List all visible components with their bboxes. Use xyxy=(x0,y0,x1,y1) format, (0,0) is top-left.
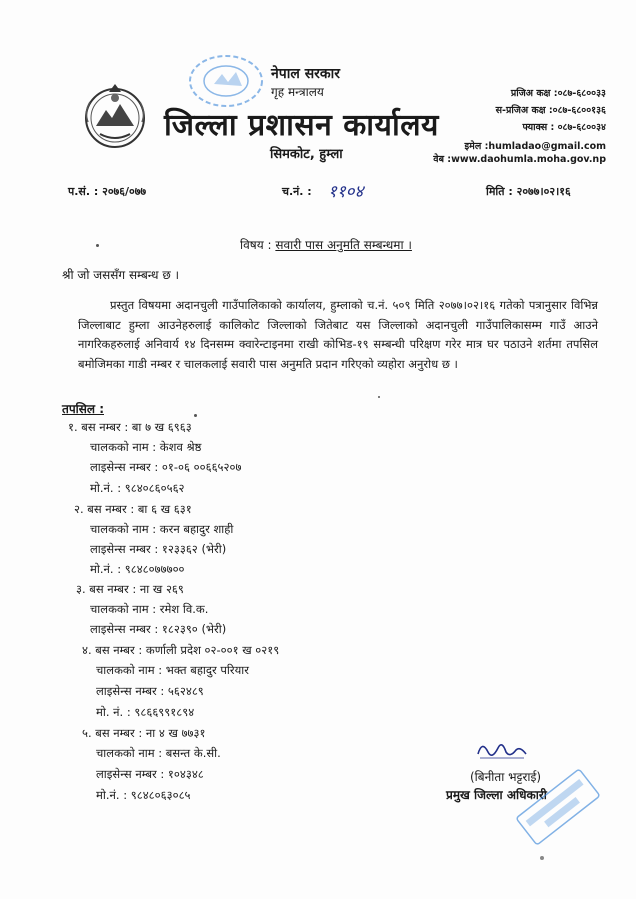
item-1-bus: १. बस नम्बर : बा ७ ख ६९६३ xyxy=(68,420,192,434)
nepal-emblem-icon xyxy=(82,82,148,150)
salutation: श्री जो जससँग सम्बन्ध छ । xyxy=(62,268,180,282)
item-4-driver: चालकको नाम : भक्त बहादुर परियार xyxy=(96,663,249,677)
contact-phone-cdo: प्रजिअ कक्ष :०८७-६८००३३ xyxy=(510,88,606,99)
item-3-license: लाइसेन्स नम्बर : १८२३९० (भेरी) xyxy=(90,622,227,636)
item-2-driver: चालकको नाम : करन बहादुर शाही xyxy=(90,522,234,536)
item-5-bus: ५. बस नम्बर : ना ४ ख ७७३१ xyxy=(82,726,206,740)
office-stamp-icon xyxy=(186,52,266,110)
item-5-license: लाइसेन्स नम्बर : १०४३४८ xyxy=(96,767,204,781)
item-1-license: लाइसेन्स नम्बर : ०१-०६ ००६६५२०७ xyxy=(90,460,242,474)
item-1-driver: चालकको नाम : केशव श्रेष्ठ xyxy=(90,440,202,454)
item-2-license: लाइसेन्स नम्बर : १२३३६२ (भेरी) xyxy=(90,542,227,556)
letter-ps-number: प.सं. : २०७६/०७७ xyxy=(68,185,147,198)
item-1-mobile: मो.नं. : ९८४०८६०५६२ xyxy=(90,481,185,495)
letter-date: मिति : २०७७।०२।१६ xyxy=(486,185,571,198)
body-paragraph xyxy=(78,296,598,374)
office-location: सिमकोट, हुम्ला xyxy=(270,147,343,162)
government-name: नेपाल सरकार xyxy=(271,66,341,82)
scan-speck xyxy=(96,244,99,247)
contact-phone-acdo: स-प्रजिअ कक्ष :०८७-६८००१३६ xyxy=(495,105,606,116)
item-2-mobile: मो.नं. : ९८४८०७७७०० xyxy=(90,562,185,576)
office-title: जिल्ला प्रशासन कार्यालय xyxy=(164,108,439,143)
item-3-bus: ३. बस नम्बर : ना ख २६९ xyxy=(76,582,184,596)
contact-email: इमेल :humladao@gmail.com xyxy=(464,141,606,152)
letter-cn-label: च.नं. : xyxy=(282,185,312,198)
letter-cn-value: ११०४ xyxy=(328,182,364,202)
scan-speck xyxy=(194,414,197,417)
item-2-bus: २. बस नम्बर : बा ६ ख ६३१ xyxy=(74,502,192,516)
item-5-mobile: मो.नं. : ९८४८०६३०८५ xyxy=(96,788,191,802)
item-3-driver: चालकको नाम : रमेश वि.क. xyxy=(90,602,209,616)
signatory-title: प्रमुख जिल्ला अधिकारी xyxy=(446,788,547,802)
scan-speck xyxy=(540,856,544,860)
signatory-name: (बिनीता भट्टराई) xyxy=(470,770,542,784)
ministry-name: गृह मन्त्रालय xyxy=(271,85,324,99)
cdo-stamp-icon xyxy=(512,752,604,862)
contact-fax: फ्याक्स : ०८७-६८००३४ xyxy=(522,122,606,133)
item-4-license: लाइसेन्स नम्बर : ५६२४८९ xyxy=(96,684,204,698)
contact-website: वेब :www.daohumla.moha.gov.np xyxy=(433,154,606,165)
item-5-driver: चालकको नाम : बसन्त के.सी. xyxy=(96,746,221,760)
scan-speck xyxy=(378,396,380,398)
item-4-bus: ४. बस नम्बर : कर्णाली प्रदेश ०२-००१ ख ०२१९ xyxy=(82,643,280,657)
subject-text: सवारी पास अनुमति सम्बन्धमा । xyxy=(275,238,412,252)
body-text: प्रस्तुत विषयमा अदानचुली गाउँपालिकाको कार्यालय, हुम्लाको च.नं. ५०९ मिति २०७७।०२।१६ गतेको पत्रानुसार विभिन्न जिल्लाबाट हुम्ला आउनेहरुलाई कालिकोट जिल्लाको जितेबाट यस जिल्लाको अदानचुली गाउँपालिकासम्म गाउँ आउने नागरिकहरुलाई अनिवार्य १४ दिनसम्म क्वारेन्टाइनमा राखी कोभिड-१९ सम्बन्धी परिक्षण गरेर मात्र घर पठाउने शर्तमा तपसिल बमोजिमका गाडी नम्बर र चालकलाई सवारी पास अनुमति प्रदान गरिएको व्यहोरा अनुरोध छ । xyxy=(78,298,598,371)
subject-label: विषय : xyxy=(240,238,272,252)
item-4-mobile: मो. नं. : ९८६६९९१८९४ xyxy=(96,705,195,719)
details-label: तपसिल : xyxy=(62,402,104,416)
subject-line xyxy=(240,236,412,253)
